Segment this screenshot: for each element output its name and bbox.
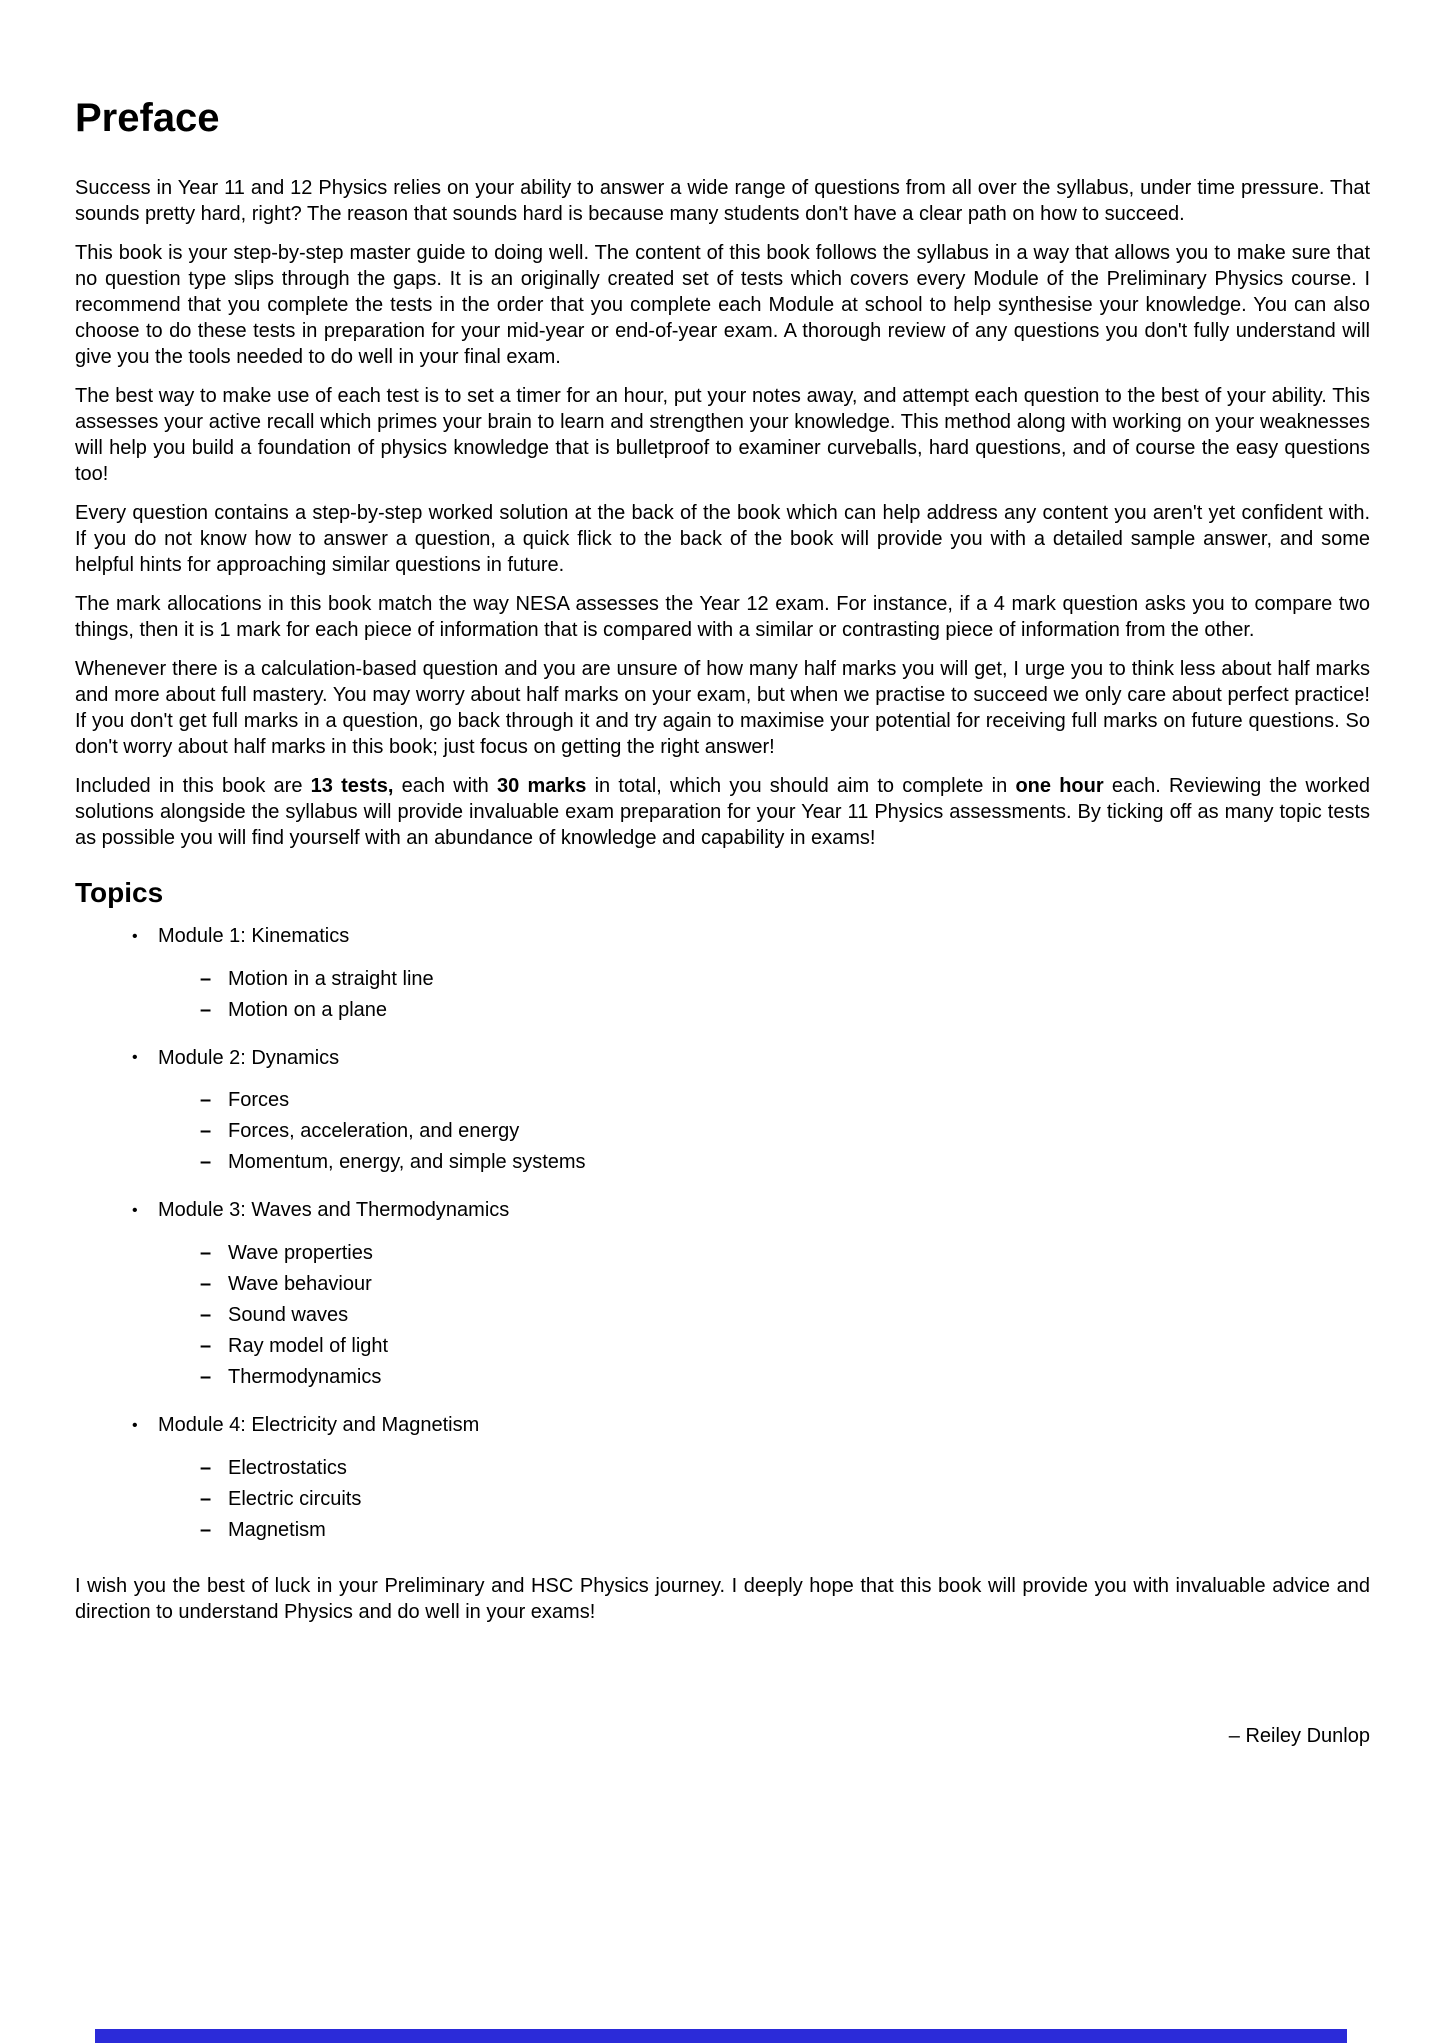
preface-paragraph-3: The best way to make use of each test is to set a timer for an hour, put your notes away, and attempt each question to the best of your ability. This assesses your active recall which primes your brain to learn and strengthen your knowledge. This method along with working on your weaknesses will help you build a foundation of physics knowledge that is bulletproof to examiner curveballs, hard questions, and of course the easy questions too! bbox=[75, 385, 1370, 485]
dash-icon: – bbox=[200, 1151, 212, 1174]
dash-icon: – bbox=[200, 1242, 212, 1265]
subtopic-label: Electrostatics bbox=[228, 1456, 347, 1479]
subtopic-label: Forces bbox=[228, 1089, 290, 1112]
next-page-banner-edge bbox=[95, 2029, 1347, 2043]
subtopic-label: Motion in a straight line bbox=[228, 967, 434, 990]
subtopic bbox=[200, 1486, 1370, 1512]
subtopic-label: Momentum, energy, and simple systems bbox=[228, 1151, 586, 1174]
bullet-icon: • bbox=[132, 927, 138, 945]
preface-paragraph-1: Success in Year 11 and 12 Physics relies on your ability to answer a wide range of questions from all over the syllabus, under time pressure. That sounds pretty hard, right? The reason that sounds hard is because many students don't have a clear path on how to succeed. bbox=[75, 177, 1370, 225]
module-label: Module 3: Waves and Thermodynamics bbox=[158, 1199, 510, 1222]
module-label: Module 1: Kinematics bbox=[158, 925, 350, 947]
dash-icon: – bbox=[200, 967, 212, 990]
dash-icon: – bbox=[200, 1089, 212, 1112]
subtopic-list bbox=[132, 1240, 1370, 1390]
bullet-icon: • bbox=[132, 1416, 138, 1434]
dash-icon: – bbox=[200, 1456, 212, 1479]
subtopic bbox=[200, 1149, 1370, 1175]
preface-paragraph-4: Every question contains a step-by-step worked solution at the back of the book which can help address any content you aren't yet confident with. If you do not know how to answer a question, a quick flick to the back of the book will provide you with a detailed sample answer, and some helpful hints for approaching similar questions in future. bbox=[75, 502, 1370, 576]
dash-icon: – bbox=[200, 1487, 212, 1510]
preface-paragraph-6: Whenever there is a calculation-based question and you are unsure of how many half marks you will get, I urge you to think less about half marks and more about full mastery. You may worry about half marks on your exam, but when we practise to succeed we only care about perfect practice! If you don't get full marks in a question, go back through it and try again to maximise your potential for receiving full marks on future questions. So don't worry about half marks in this book; just focus on getting the right answer! bbox=[75, 658, 1370, 758]
subtopic-label: Wave behaviour bbox=[228, 1273, 372, 1296]
subtopic bbox=[200, 1087, 1370, 1113]
subtopic bbox=[200, 1517, 1370, 1543]
subtopic-label: Magnetism bbox=[228, 1518, 326, 1541]
subtopic bbox=[200, 1271, 1370, 1297]
subtopic bbox=[200, 1118, 1370, 1144]
subtopic-label: Sound waves bbox=[228, 1304, 349, 1327]
closing-paragraph: I wish you the best of luck in your Preliminary and HSC Physics journey. I deeply hope that this book will provide you with invaluable advice and direction to understand Physics and do well in your exams! bbox=[75, 1574, 1370, 1623]
subtopic bbox=[200, 1302, 1370, 1328]
subtopic-label: Electric circuits bbox=[228, 1487, 362, 1510]
preface-paragraph-5: The mark allocations in this book match the way NESA assesses the Year 12 exam. For instance, if a 4 mark question asks you to compare two things, then it is 1 mark for each piece of information that is compared with a similar or contrasting piece of information from the other. bbox=[75, 593, 1370, 641]
bullet-icon: • bbox=[132, 1049, 138, 1067]
module-label: Module 4: Electricity and Magnetism bbox=[158, 1414, 480, 1437]
preface-paragraph-2: This book is your step-by-step master guide to doing well. The content of this book follows the syllabus in a way that allows you to make sure that no question type slips through the gaps. It is an originally created set of tests which covers every Module of the Preliminary Physics course. I recommend that you complete the tests in the order that you complete each Module at school to help synthesise your knowledge. You can also choose to do these tests in preparation for your mid-year or end-of-year exam. A thorough review of any questions you don't fully understand will give you the tools needed to do well in your final exam. bbox=[75, 242, 1370, 368]
author-signature: – Reiley Dunlop bbox=[1228, 1724, 1370, 1747]
bullet-icon: • bbox=[132, 1202, 138, 1220]
module-label: Module 2: Dynamics bbox=[158, 1046, 340, 1069]
subtopic bbox=[200, 1455, 1370, 1481]
subtopic-label: Motion on a plane bbox=[228, 998, 388, 1021]
topics-list bbox=[75, 923, 1370, 1543]
subtopic bbox=[200, 1240, 1370, 1266]
subtopic-label: Ray model of light bbox=[228, 1335, 389, 1358]
preface-paragraph-included-tests: Included in this book are 13 tests, each with 30 marks in total, which you should aim to complete in one hour each. Reviewing the worked solutions alongside the syllabus will provide invaluable exam preparation for your Year 11 Physics assessments. By ticking off as many topic tests as possible you will find yourself with an abundance of knowledge and capability in exams! bbox=[75, 775, 1370, 849]
topics-heading: Topics bbox=[75, 877, 164, 908]
page-title: Preface bbox=[75, 96, 220, 140]
dash-icon: – bbox=[200, 1335, 212, 1358]
dash-icon: – bbox=[200, 1518, 212, 1541]
dash-icon: – bbox=[200, 998, 212, 1021]
subtopic-list bbox=[132, 966, 1370, 1023]
subtopic bbox=[200, 1333, 1370, 1359]
subtopic-list bbox=[132, 1455, 1370, 1543]
dash-icon: – bbox=[200, 1366, 212, 1389]
subtopic-label: Wave properties bbox=[228, 1242, 373, 1265]
subtopic bbox=[200, 1364, 1370, 1390]
subtopic bbox=[200, 966, 1370, 992]
dash-icon: – bbox=[200, 1304, 212, 1327]
subtopic bbox=[200, 997, 1370, 1023]
subtopic-label: Thermodynamics bbox=[228, 1366, 382, 1389]
subtopic-list bbox=[132, 1087, 1370, 1175]
dash-icon: – bbox=[200, 1120, 212, 1143]
topic-module-3 bbox=[132, 1197, 1370, 1390]
subtopic-label: Forces, acceleration, and energy bbox=[228, 1120, 520, 1143]
topic-module-4 bbox=[132, 1412, 1370, 1543]
topic-module-2 bbox=[132, 1045, 1370, 1176]
dash-icon: – bbox=[200, 1273, 212, 1296]
topic-module-1 bbox=[132, 923, 1370, 1023]
